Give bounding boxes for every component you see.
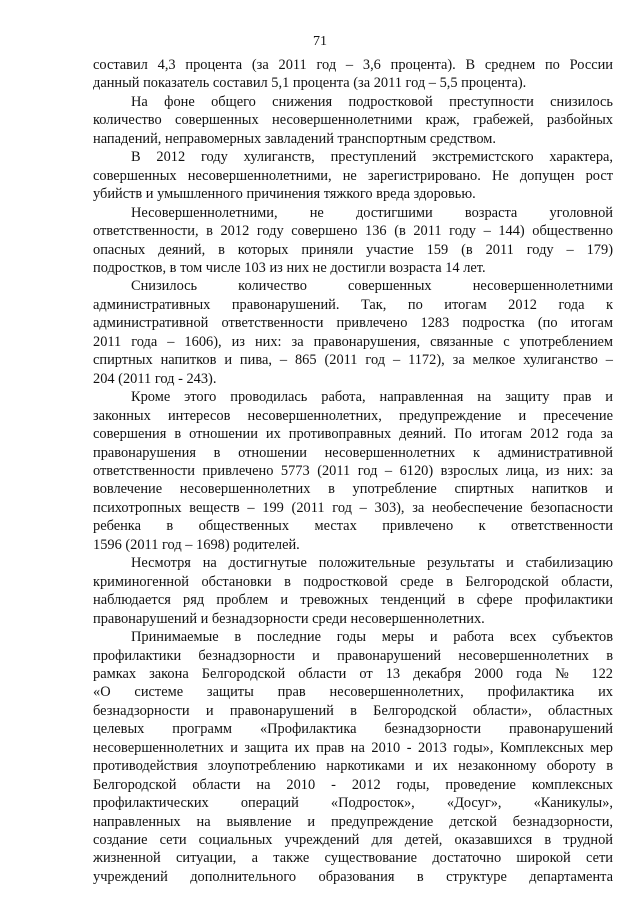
text-line: «О системе защиты прав несовершеннолетних, профилактика их bbox=[93, 684, 613, 701]
text-line: 1596 (2011 год – 1698) родителей. bbox=[93, 536, 300, 553]
text-line: нападений, неправомерных завладений транспортным средством. bbox=[93, 130, 496, 147]
text-line: Снизилось количество совершенных несовершеннолетними bbox=[131, 278, 613, 295]
text-line: подростков, в том числе 103 из них не достигли возраста 14 лет. bbox=[93, 259, 486, 276]
text-line: спиртных напитков и пива, – 865 (2011 год – 1172), за мелкое хулиганство – bbox=[93, 352, 613, 369]
text-line: административной ответственности привлечено 1283 подростка (по итогам bbox=[93, 315, 613, 332]
text-line: ответственности, в 2012 году совершено 136 (в 2011 году – 144) общественно bbox=[93, 223, 613, 240]
text-line: административных правонарушений. Так, по итогам 2012 года к bbox=[93, 296, 613, 313]
text-line: совершенных несовершеннолетними, не зарегистрировано. Не допущен рост bbox=[93, 167, 613, 184]
text-line: правонарушений и безнадзорности среди несовершеннолетних. bbox=[93, 610, 485, 627]
text-line: противодействия злоупотреблению наркотиками и их незаконному обороту в bbox=[93, 758, 613, 775]
text-line: учреждений дополнительного образования в структуре департамента bbox=[93, 868, 613, 885]
text-line: данный показатель составил 5,1 процента (за 2011 год – 5,5 процента). bbox=[93, 75, 527, 92]
text-line: опасных деяний, в которых приняли участие 159 (в 2011 году – 179) bbox=[93, 241, 613, 258]
text-line: криминогенной обстановки в подростковой среде в Белгородской области, bbox=[93, 573, 613, 590]
text-line: жизненной ситуации, а также существование достаточно широкой сети bbox=[93, 850, 613, 867]
text-line: Несовершеннолетними, не достигшими возраста уголовной bbox=[131, 204, 613, 221]
text-line: количество совершенных несовершеннолетними краж, грабежей, разбойных bbox=[93, 112, 613, 129]
text-line: профилактических операций «Подросток», «Досуг», «Каникулы», bbox=[93, 795, 613, 812]
text-line: 204 (2011 год - 243). bbox=[93, 370, 217, 387]
text-line: В 2012 году хулиганств, преступлений экстремистского характера, bbox=[131, 149, 613, 166]
text-line: направленных на выявление и предупреждение детской безнадзорности, bbox=[93, 813, 613, 830]
text-line: ребенка в общественных местах привлечено к ответственности bbox=[93, 518, 613, 535]
body-text bbox=[93, 56, 613, 886]
text-line: создание сети социальных учреждений для детей, оказавшихся в трудной bbox=[93, 832, 613, 849]
text-line: психотропных веществ – 199 (2011 год – 303), за необеспечение безопасности bbox=[93, 499, 613, 516]
text-line: безнадзорности и правонарушений в Белгородской области», областных bbox=[93, 702, 613, 719]
text-line: несовершеннолетних и защита их прав на 2010 - 2013 годы», Комплексных мер bbox=[93, 739, 613, 756]
page-number: 71 bbox=[313, 34, 327, 49]
text-line: ответственности привлечено 5773 (2011 год – 6120) взрослых лица, из них: за bbox=[93, 462, 613, 479]
text-line: правонарушения в отношении несовершеннолетних к административной bbox=[93, 444, 613, 461]
text-line: составил 4,3 процента (за 2011 год – 3,6 процента). В среднем по России bbox=[93, 57, 613, 73]
text-line: наблюдается ряд проблем и тревожных тенденций в сфере профилактики bbox=[93, 592, 613, 609]
text-line: совершения в отношении их противоправных деяний. По итогам 2012 года за bbox=[93, 426, 613, 443]
text-line: целевых программ «Профилактика безнадзорности правонарушений bbox=[93, 721, 613, 738]
text-line: На фоне общего снижения подростковой преступности снизилось bbox=[131, 93, 613, 110]
text-line: 2011 года – 1606), из них: за правонарушения, связанные с употреблением bbox=[93, 333, 613, 350]
text-line: вовлечение несовершеннолетних в употребление спиртных напитков и bbox=[93, 481, 613, 498]
text-line: рамках закона Белгородской области от 13 декабря 2000 года № 122 bbox=[93, 665, 613, 682]
text-line: Кроме этого проводилась работа, направленная на защиту прав и bbox=[131, 389, 613, 406]
text-line: Принимаемые в последние годы меры и работа всех субъектов bbox=[131, 629, 613, 646]
text-line: убийств и умышленного причинения тяжкого вреда здоровью. bbox=[93, 186, 476, 203]
text-line: законных интересов несовершеннолетних, предупреждение и пресечение bbox=[93, 407, 613, 424]
text-line: профилактики безнадзорности и правонарушений несовершеннолетних в bbox=[93, 647, 613, 664]
text-line: Несмотря на достигнутые положительные результаты и стабилизацию bbox=[131, 555, 613, 572]
text-line: Белгородской области на 2010 - 2012 годы, проведение комплексных bbox=[93, 776, 613, 793]
